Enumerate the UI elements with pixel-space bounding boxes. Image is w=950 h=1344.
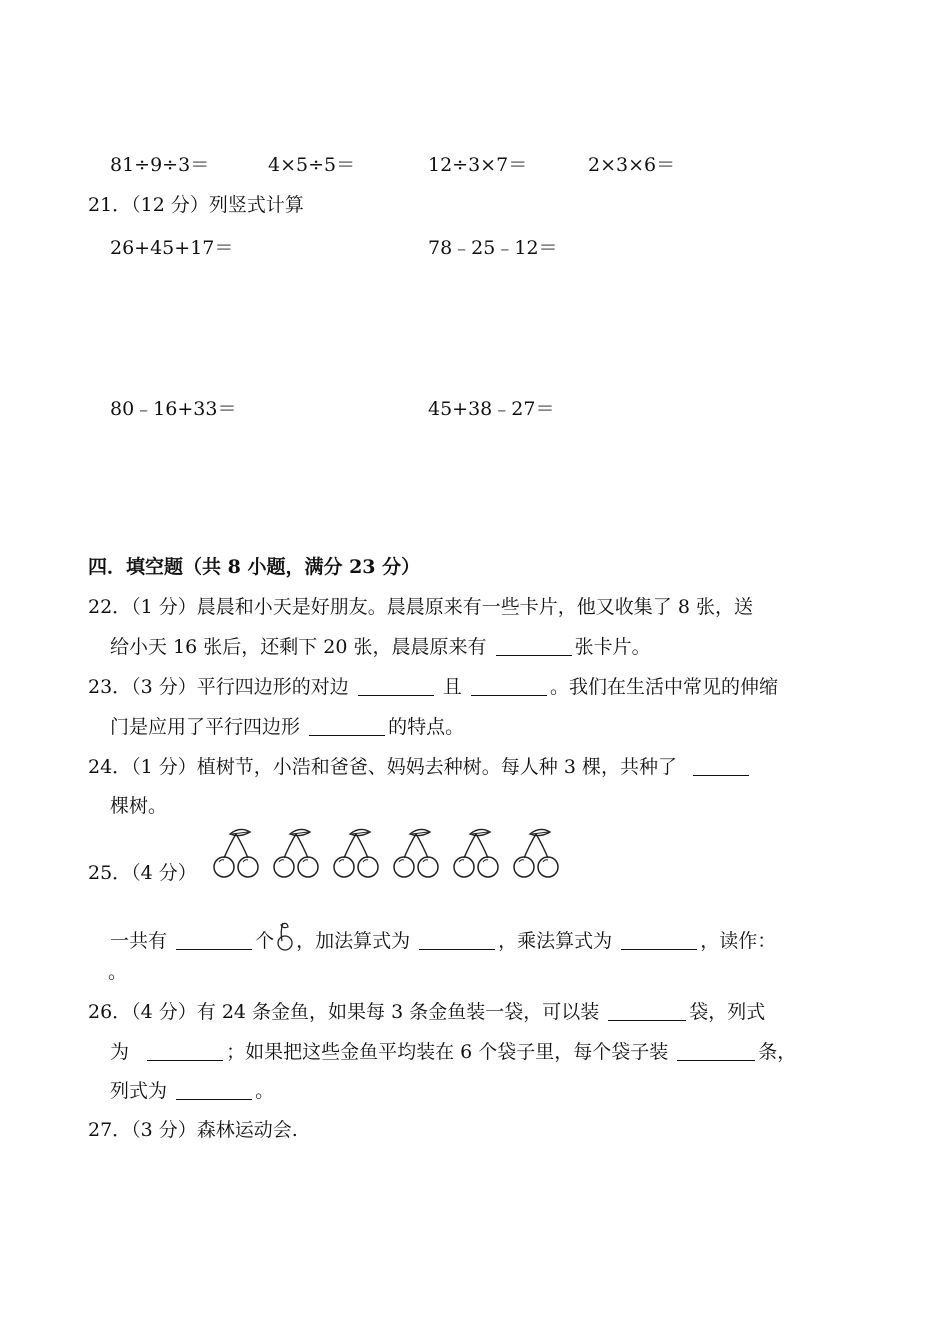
q23-line-2: [110, 715, 464, 739]
q20-item-1: 81÷9÷3＝: [110, 154, 210, 176]
q26-text-f: 列式为: [110, 1080, 168, 1102]
q20-item-2: 4×5÷5＝: [268, 154, 356, 176]
q20-item-3: 12÷3×7＝: [428, 154, 528, 176]
q23-text-c: 。我们在生活中常见的伸缩: [549, 676, 778, 698]
q22-line-1: 22．（1 分）晨晨和小天是好朋友。晨晨原来有一些卡片，他又收集了 8 张，送: [88, 596, 753, 618]
cherry-pair-icon: [514, 829, 558, 877]
cherries-illustration: [210, 826, 570, 882]
q22-text-a: 给小天 16 张后，还剩下 20 张，晨晨原来有: [110, 636, 487, 658]
q26-text-d: ；如果把这些金鱼平均装在 6 个袋子里，每个袋子装: [226, 1041, 669, 1063]
q25-blank-addition[interactable]: [419, 929, 495, 950]
q24-line-1: [88, 755, 752, 779]
q23-text-d: 门是应用了平行四边形: [110, 716, 301, 738]
q24-line-2: 棵树。: [110, 795, 168, 817]
q22-text-b: 张卡片。: [574, 636, 651, 658]
q20-item-4: 2×3×6＝: [588, 154, 676, 176]
q26-blank-formula-1[interactable]: [147, 1040, 223, 1061]
q23-line-1: [88, 675, 778, 699]
cherry-pair-icon: [394, 829, 438, 877]
q21-item-4: 45+38﹣27＝: [428, 398, 555, 420]
q23-blank-1[interactable]: [358, 675, 434, 696]
q24-answer-blank[interactable]: [693, 755, 749, 776]
q23-blank-3[interactable]: [309, 715, 385, 736]
q25-blank-count[interactable]: [176, 929, 252, 950]
single-cherry-icon: [274, 921, 296, 951]
q23-text-b: 且: [442, 676, 462, 698]
q26-text-c: 为: [110, 1041, 130, 1063]
q25-line-1: [110, 921, 776, 953]
q25-text-e: ，读作：: [700, 930, 777, 952]
q21-item-1: 26+45+17＝: [110, 237, 234, 259]
cherry-pair-icon: [214, 829, 258, 877]
q25-text-a: 一共有: [110, 930, 168, 952]
q25-text-c: ，加法算式为: [296, 930, 411, 952]
q21-heading: 21．（12 分）列竖式计算: [88, 194, 304, 216]
q21-item-2: 78﹣25﹣12＝: [428, 237, 558, 259]
section-title: 四．填空题（共 8 小题，满分 23 分）: [88, 556, 421, 578]
q25-text-b: 个: [255, 930, 275, 952]
cherry-pair-icon: [454, 829, 498, 877]
q26-text-b: 袋，列式: [689, 1001, 766, 1023]
q21-item-3: 80﹣16+33＝: [110, 398, 237, 420]
q22-answer-blank[interactable]: [496, 635, 572, 656]
q25-text-d: ，乘法算式为: [498, 930, 613, 952]
cherry-pair-icon: [334, 829, 378, 877]
q26-line-2: [110, 1040, 796, 1064]
cherry-pair-icon: [274, 829, 318, 877]
q23-text-e: 的特点。: [388, 716, 465, 738]
q23-blank-2[interactable]: [471, 675, 547, 696]
q26-blank-bags[interactable]: [608, 1000, 686, 1021]
q25-heading: 25．（4 分）: [88, 862, 197, 884]
q26-line-1: [88, 1000, 765, 1024]
q26-text-g: 。: [255, 1080, 275, 1102]
q26-line-3: [110, 1079, 274, 1103]
q26-blank-formula-2[interactable]: [176, 1079, 252, 1100]
q25-line-2: 。: [108, 961, 128, 983]
q27-line-1: 27．（3 分）森林运动会.: [88, 1119, 298, 1141]
q22-line-2: [110, 635, 651, 659]
q26-blank-per-bag[interactable]: [677, 1040, 755, 1061]
q25-blank-multiplication[interactable]: [621, 929, 697, 950]
q24-text-a: 24．（1 分）植树节，小浩和爸爸、妈妈去种树。每人种 3 棵，共种了: [88, 756, 677, 778]
q26-text-a: 26．（4 分）有 24 条金鱼，如果每 3 条金鱼装一袋，可以装: [88, 1001, 600, 1023]
q26-text-e: 条，: [758, 1041, 797, 1063]
q23-text-a: 23．（3 分）平行四边形的对边: [88, 676, 349, 698]
